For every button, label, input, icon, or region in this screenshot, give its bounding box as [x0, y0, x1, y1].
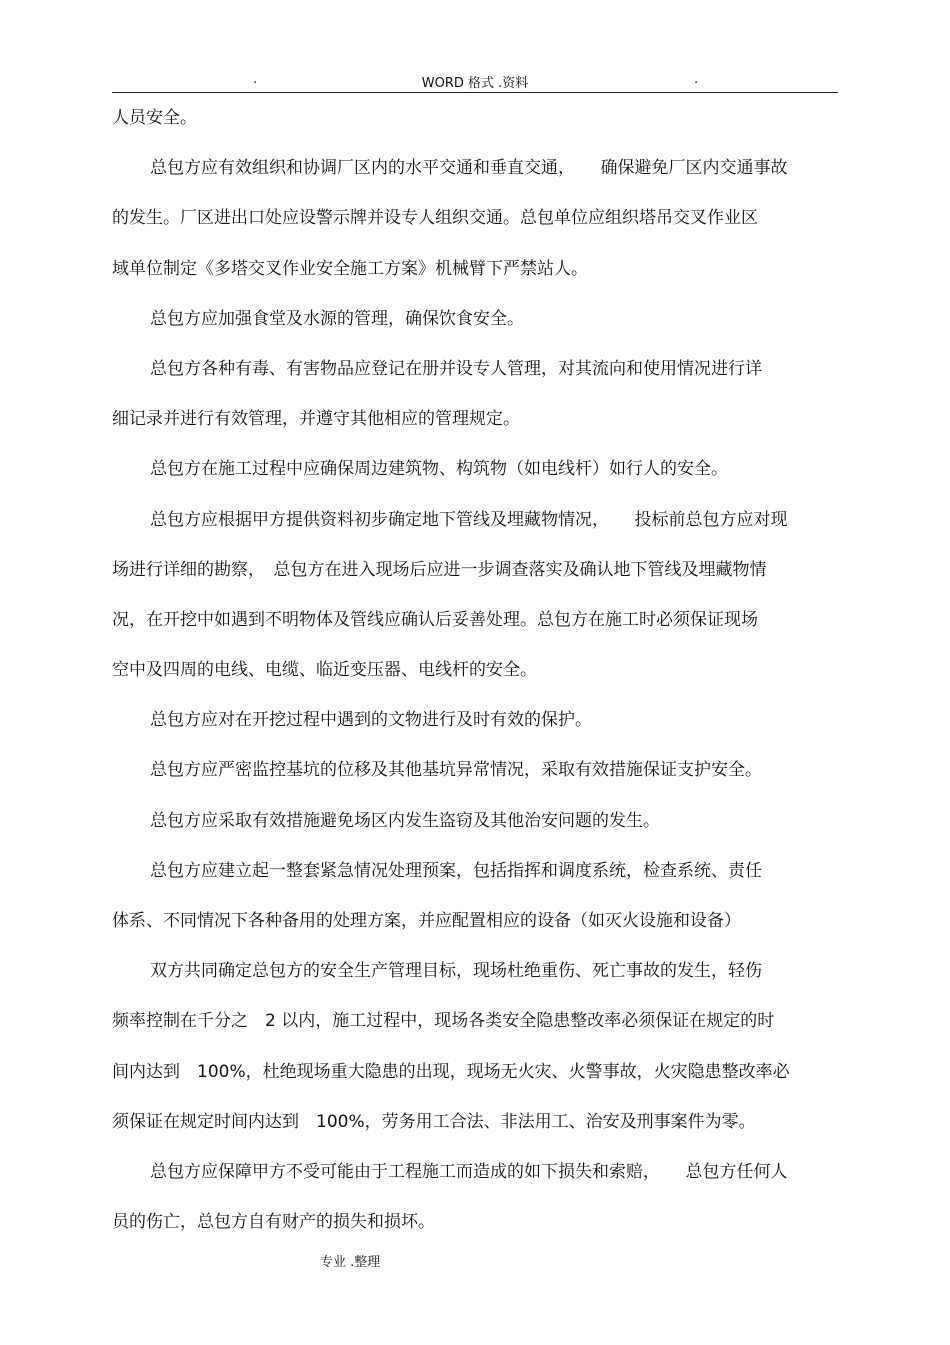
text-line: 总包方应加强食堂及水源的管理，确保饮食安全。 [150, 308, 524, 329]
text-line: 员的伤亡，总包方自有财产的损失和损坏。 [112, 1212, 435, 1233]
text-line: 总包方应根据甲方提供资料初步确定地下管线及埋藏物情况， 投标前总包方应对现 [150, 509, 788, 530]
header-dot-right: . [694, 72, 699, 87]
text-line: 总包方应建立起一整套紧急情况处理预案，包括指挥和调度系统，检查系统、责任 [150, 860, 762, 881]
text-line: 总包方应严密监控基坑的位移及其他基坑异常情况，采取有效措施保证支护安全。 [150, 760, 762, 781]
document-body [112, 104, 838, 1258]
text-line: 总包方应对在开挖过程中遇到的文物进行及时有效的保护。 [150, 710, 592, 731]
text-line: 双方共同确定总包方的安全生产管理目标，现场杜绝重伤、死亡事故的发生，轻伤 [150, 961, 762, 982]
page-header [112, 68, 838, 93]
text-line: 频率控制在千分之 2 以内，施工过程中，现场各类安全隐患整改率必须保证在规定的时 [112, 1011, 775, 1032]
text-line: 况，在开挖中如遇到不明物体及管线应确认后妥善处理。总包方在施工时必须保证现场 [112, 609, 758, 630]
header-title: WORD 格式 .资料 [421, 76, 529, 91]
text-line: 人员安全。 [112, 108, 197, 128]
text-line: 总包方应有效组织和协调厂区内的水平交通和垂直交通， 确保避免厂区内交通事故 [150, 158, 788, 179]
text-line: 总包方应保障甲方不受可能由于工程施工而造成的如下损失和索赔， 总包方任何人 [150, 1161, 788, 1182]
text-line: 的发生。厂区进出口处应设警示牌并设专人组织交通。总包单位应组织塔吊交叉作业区 [112, 208, 758, 229]
header-dot-left: . [253, 72, 258, 87]
text-line: 域单位制定《多塔交叉作业安全施工方案》机械臂下严禁站人。 [112, 258, 588, 279]
text-line: 空中及四周的电线、电缆、临近变压器、电线杆的安全。 [112, 660, 537, 681]
text-line: 须保证在规定时间内达到 100%，劳务用工合法、非法用工、治安及刑事案件为零。 [112, 1111, 756, 1132]
text-line: 总包方应采取有效措施避免场区内发生盗窃及其他治安问题的发生。 [150, 810, 660, 831]
text-line: 间内达到 100%，杜绝现场重大隐患的出现，现场无火灾、火警事故，火灾隐患整改率必 [112, 1061, 790, 1082]
text-line: 细记录并进行有效管理，并遵守其他相应的管理规定。 [112, 409, 520, 430]
text-line: 总包方各种有毒、有害物品应登记在册并设专人管理，对其流向和使用情况进行详 [150, 358, 762, 379]
text-line: 总包方在施工过程中应确保周边建筑物、构筑物（如电线杆）如行人的安全。 [150, 459, 728, 480]
text-line: 体系、不同情况下各种备用的处理方案，并应配置相应的设备（如灭火设施和设备） [112, 911, 741, 931]
text-line: 场进行详细的勘察， 总包方在进入现场后应进一步调查落实及确认地下管线及埋藏物情 [112, 559, 767, 580]
page-footer: 专业 .整理 [320, 1255, 381, 1270]
